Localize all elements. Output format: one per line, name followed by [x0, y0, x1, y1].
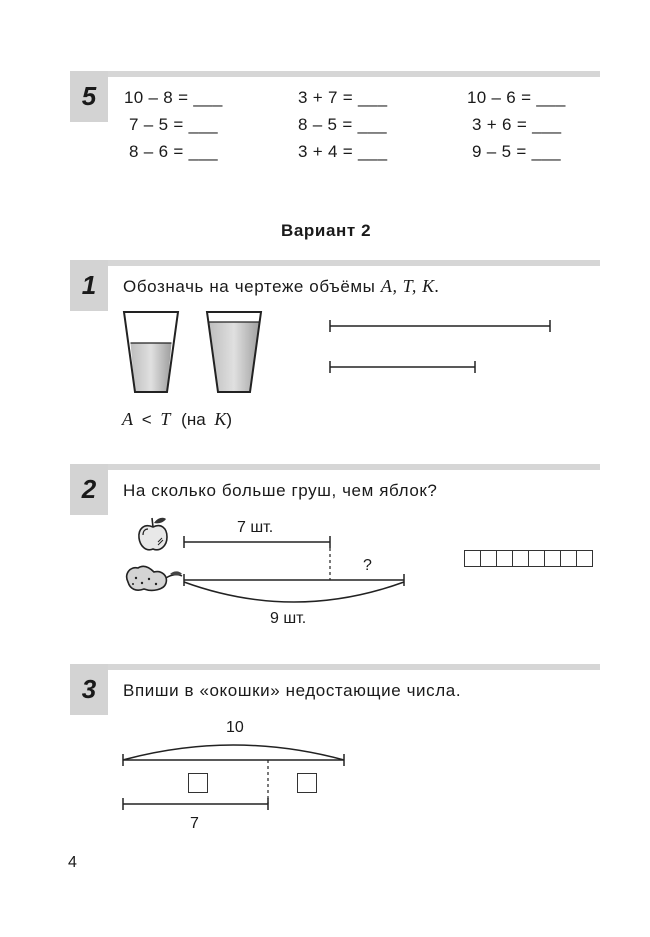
task5-equation-r3c3: 9 – 5 = ___	[467, 142, 561, 161]
variant-title: Вариант 2	[281, 221, 372, 240]
task1-letters: A, T, K.	[380, 276, 440, 296]
relation-close: )	[226, 410, 233, 429]
pear-icon	[122, 562, 184, 594]
task3-answer-box-right[interactable]	[297, 773, 317, 793]
answer-cell[interactable]	[576, 550, 593, 567]
task1-instruction-text: Обозначь на чертеже объёмы	[123, 277, 376, 296]
task2-label-question: ?	[363, 557, 372, 574]
task5-equation-r2c2: 8 – 5 = ___	[298, 115, 387, 134]
relation-na: (на	[181, 410, 206, 429]
task5-equation-r1c3: 10 – 6 = ___	[467, 88, 566, 107]
task2-number-badge: 2	[70, 464, 108, 515]
task1-relation	[122, 409, 232, 430]
task1-header-bar	[108, 260, 600, 266]
segment-short	[329, 360, 479, 374]
task5-equation-r1c2: 3 + 7 = ___	[298, 88, 388, 107]
task5-equation-r3c2: 3 + 4 = ___	[298, 142, 388, 161]
task5-header-bar	[108, 71, 600, 77]
task3-number-badge: 3	[70, 664, 108, 715]
task3-answer-box-left[interactable]	[188, 773, 208, 793]
answer-cell[interactable]	[464, 550, 481, 567]
task1-number-badge: 1	[70, 260, 108, 311]
page-number: 4	[68, 854, 77, 871]
answer-cell[interactable]	[528, 550, 545, 567]
task2-diagram	[182, 536, 410, 608]
answer-cell[interactable]	[560, 550, 577, 567]
answer-cell[interactable]	[496, 550, 513, 567]
answer-cell[interactable]	[544, 550, 561, 567]
task2-header-bar	[108, 464, 600, 470]
task5-number-badge: 5	[70, 71, 108, 122]
task3-header-bar	[108, 664, 600, 670]
glass-t-icon	[203, 310, 265, 396]
relation-k: K	[214, 409, 227, 429]
task3-instruction: Впиши в «окошки» недостающие числа.	[123, 681, 462, 700]
segment-long	[329, 319, 553, 333]
task2-answer-cells	[464, 550, 604, 569]
task5-equation-r2c1: 7 – 5 = ___	[124, 115, 218, 134]
task2-label-bottom: 9 шт.	[270, 610, 307, 627]
task5-equation-r2c3: 3 + 6 = ___	[467, 115, 562, 134]
task5-equation-r3c1: 8 – 6 = ___	[124, 142, 218, 161]
relation-a: A	[122, 409, 133, 429]
answer-cell[interactable]	[512, 550, 529, 567]
task1-instruction	[123, 276, 440, 297]
relation-less-than: <	[141, 410, 152, 429]
task3-label-total: 10	[226, 719, 244, 736]
task5-equation-r1c1: 10 – 8 = ___	[124, 88, 223, 107]
task3-label-part: 7	[190, 815, 199, 832]
apple-icon	[136, 515, 170, 553]
glass-a-icon	[120, 310, 182, 396]
relation-t: T	[160, 409, 171, 429]
answer-cell[interactable]	[480, 550, 497, 567]
task2-instruction: На сколько больше груш, чем яблок?	[123, 481, 438, 500]
task2-label-top: 7 шт.	[237, 519, 274, 536]
